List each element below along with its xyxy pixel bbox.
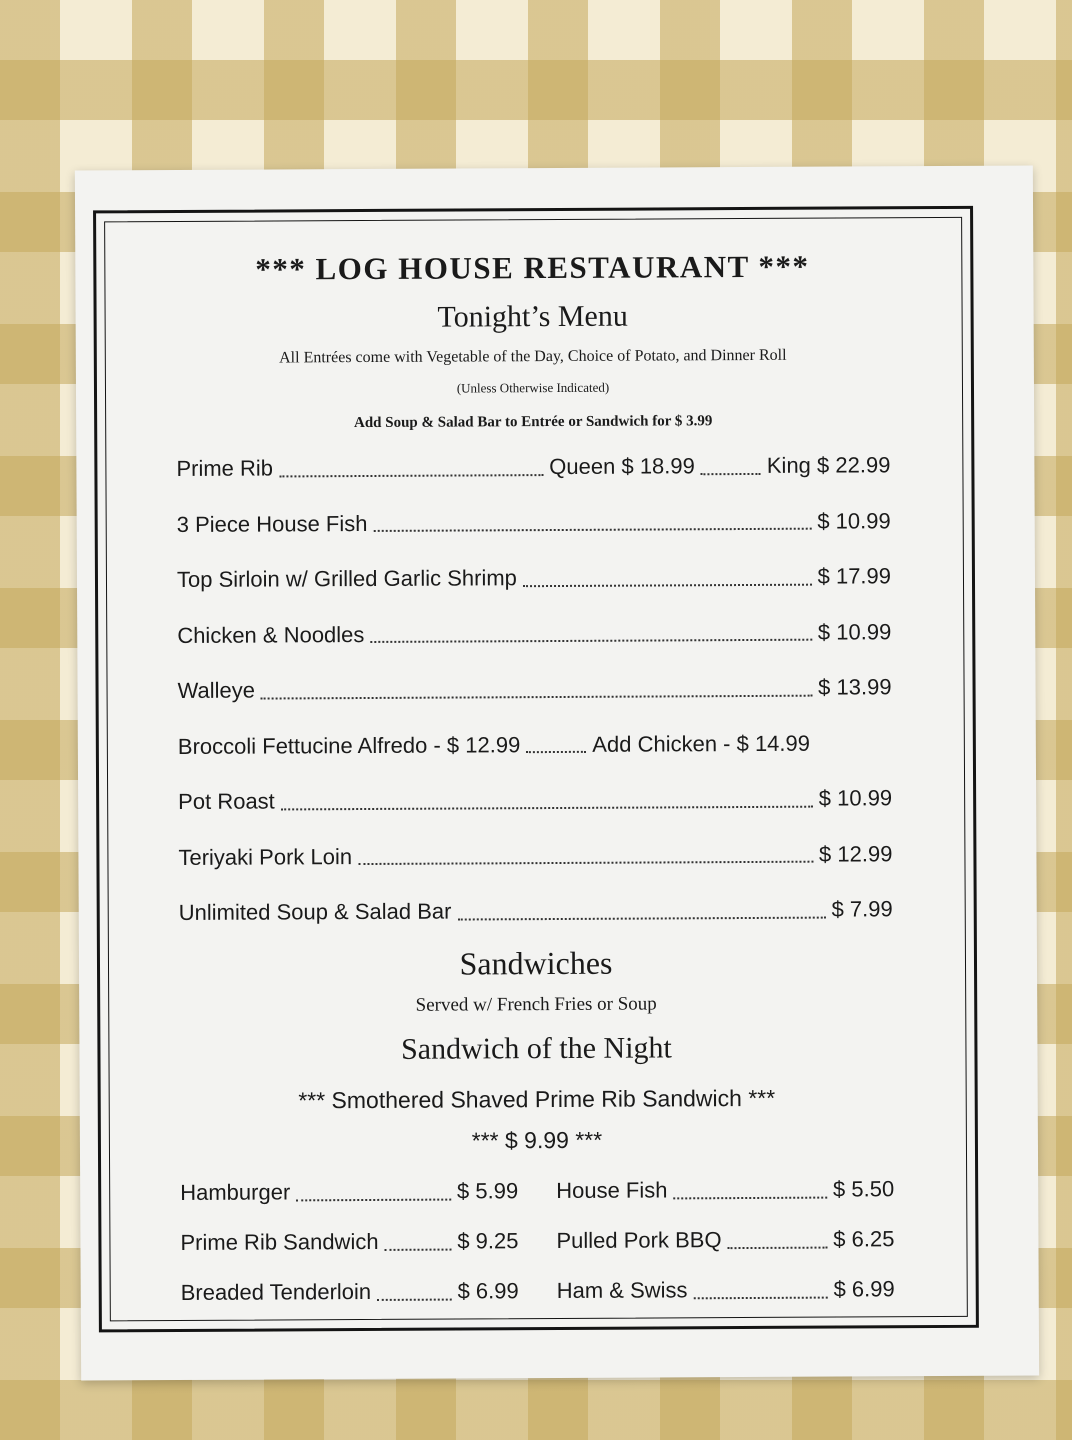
item-name: Prime Rib (176, 455, 274, 481)
item-name: Pot Roast (178, 788, 275, 814)
menu-paper (75, 166, 1039, 1381)
menu-item-prime-rib (176, 437, 890, 496)
sandwich-of-night-price: *** $ 9.99 *** (471, 1126, 603, 1153)
dot-leader (358, 861, 813, 865)
item-price: $ 13.99 (818, 674, 892, 700)
item-name: Walleye (177, 677, 256, 703)
item-name: Pulled Pork BBQ (556, 1226, 722, 1253)
dot-leader (296, 1198, 451, 1201)
menu-item (178, 826, 892, 885)
menu-item (177, 548, 891, 607)
entree-list (176, 437, 893, 940)
dot-leader (701, 473, 761, 475)
sandwich-list (180, 1164, 895, 1318)
item-name: Unlimited Soup & Salad Bar (178, 898, 452, 925)
sandwich-item (556, 1214, 894, 1266)
item-add-chicken: Add Chicken - $ 14.99 (592, 730, 811, 757)
item-name: House Fish (556, 1176, 668, 1203)
item-price: $ 10.99 (817, 507, 891, 534)
dot-leader (370, 639, 811, 643)
item-price-king: King $ 22.99 (766, 452, 891, 478)
dot-leader (373, 528, 811, 532)
dot-leader (279, 474, 543, 477)
item-price: $ 10.99 (817, 618, 892, 645)
menu-item (177, 604, 891, 663)
item-price: $ 10.99 (818, 785, 893, 811)
menu-item (179, 881, 893, 940)
dot-leader (694, 1296, 828, 1299)
item-name: Ham & Swiss (556, 1276, 688, 1303)
item-name: Broccoli Fettucine Alfredo - $ 12.99 (177, 731, 521, 759)
item-price-queen: Queen $ 18.99 (549, 453, 695, 480)
entree-note: All Entrées come with Vegetable of the Day, Choice of Potato, and Dinner Roll (279, 346, 787, 367)
item-price: $ 12.99 (818, 840, 893, 867)
sandwich-item (557, 1264, 895, 1316)
menu-subtitle: Tonight’s Menu (437, 299, 628, 334)
dot-leader (385, 1248, 452, 1250)
item-name: Breaded Tenderloin (180, 1278, 372, 1305)
item-price: $ 9.25 (457, 1227, 519, 1254)
item-price: $ 7.99 (831, 896, 893, 922)
menu-item (177, 493, 891, 552)
sandwich-item (181, 1266, 519, 1318)
item-price: $ 6.25 (833, 1225, 895, 1252)
item-name: Prime Rib Sandwich (180, 1228, 379, 1255)
menu-item (178, 770, 892, 829)
dot-leader (523, 583, 812, 587)
item-price: $ 6.99 (833, 1275, 895, 1302)
dot-leader (281, 805, 813, 810)
sandwich-item (180, 1216, 518, 1268)
dot-leader (674, 1196, 828, 1199)
menu-content (105, 218, 967, 1320)
item-price: $ 5.50 (832, 1175, 895, 1202)
entree-note-exception: (Unless Otherwise Indicated) (456, 379, 610, 396)
sandwich-of-night-item: *** Smothered Shaved Prime Rib Sandwich *** (298, 1084, 776, 1113)
menu-inner-border (104, 217, 968, 1321)
dot-leader (261, 694, 812, 699)
dot-leader (457, 916, 825, 920)
item-price: $ 17.99 (817, 563, 892, 589)
sandwiches-note: Served w/ French Fries or Soup (415, 992, 657, 1016)
sandwich-item (556, 1164, 894, 1216)
item-price: $ 6.99 (457, 1277, 519, 1304)
soup-salad-addon: Add Soup & Salad Bar to Entrée or Sandwich for $ 3.99 (353, 413, 713, 432)
sandwich-of-night-heading: Sandwich of the Night (400, 1030, 672, 1066)
sandwich-item (180, 1166, 518, 1218)
item-name: Hamburger (180, 1178, 291, 1205)
sandwiches-heading: Sandwiches (459, 944, 613, 982)
menu-border (93, 206, 979, 1333)
item-name: 3 Piece House Fish (176, 510, 368, 537)
dot-leader (526, 751, 586, 753)
item-name: Top Sirloin w/ Grilled Garlic Shrimp (176, 565, 517, 592)
restaurant-title: *** LOG HOUSE RESTAURANT *** (255, 248, 810, 287)
menu-item (177, 659, 891, 718)
item-name: Teriyaki Pork Loin (178, 843, 353, 870)
item-name: Chicken & Noodles (177, 621, 365, 648)
dot-leader (377, 1298, 451, 1300)
item-price: $ 5.99 (456, 1177, 519, 1204)
menu-item-broccoli-alfredo (178, 715, 892, 774)
dot-leader (728, 1246, 828, 1249)
